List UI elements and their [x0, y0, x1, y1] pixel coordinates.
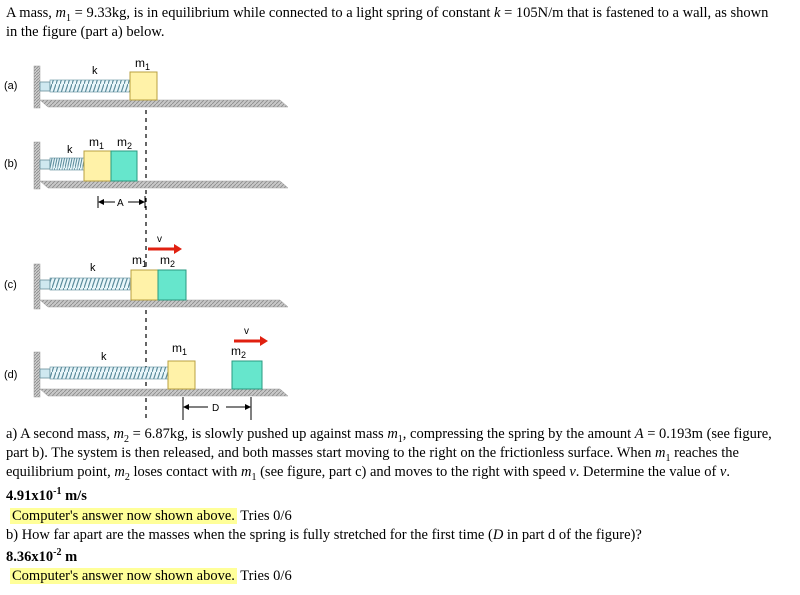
panel-label-d: (d) — [4, 369, 18, 381]
intro-line-2: in the figure (part a) below. — [6, 24, 165, 40]
spring-d — [50, 367, 168, 379]
panel-label-c: (c) — [4, 279, 17, 291]
spring-label-b: k — [67, 144, 73, 156]
part-b-question: b) How far apart are the masses when the spring is fully stretched for the first time (D in part d of the figure)? — [6, 527, 642, 543]
part-a-status-highlight: Computer's answer now shown above. — [12, 508, 235, 524]
velocity-label-c: v — [157, 234, 162, 245]
panel-d — [4, 326, 288, 420]
panel-label-a: (a) — [4, 80, 18, 92]
mass1-d — [168, 361, 195, 389]
mass1-label-c: $m_1$ — [132, 253, 148, 269]
mass1-label-a: $m_1$ — [135, 56, 151, 72]
spring-label-c: k — [90, 262, 96, 274]
velocity-arrow-d — [260, 336, 268, 346]
spring-a — [50, 80, 130, 92]
mass2-label-b: $m_2$ — [117, 135, 133, 151]
part-a-line-3: equilibrium point, $m_2$ loses contact with $m_1$ (see figure, part c) and moves to the right with speed v. Determine the value of v. — [6, 464, 730, 483]
panel-b — [4, 135, 288, 209]
mass2-label-d: $m_2$ — [231, 344, 247, 360]
velocity-arrow-c — [174, 244, 182, 254]
intro-line-1: A mass, $m_1 = 9.33kg$, is in equilibrium while connected to a light spring of constant k = 105N/m that is fastened to a wall, as shown — [6, 5, 769, 24]
mass2-c — [158, 270, 186, 300]
mass1-b — [84, 151, 111, 181]
part-b-status-highlight: Computer's answer now shown above. — [12, 568, 235, 584]
panel-label-b: (b) — [4, 158, 18, 170]
spring-label-a: k — [92, 65, 98, 77]
mass1-label-b: $m_1$ — [89, 135, 105, 151]
part-a-line-1: a) A second mass, $m_2 = 6.87kg$, is slowly pushed up against mass $m_1$, compressing the spring by the amount A = 0.193m (see figure, — [6, 426, 772, 445]
part-a-status: Computer's answer now shown above. Tries 0/6 — [12, 508, 292, 524]
mass2-b — [111, 151, 137, 181]
mass2-d — [232, 361, 262, 389]
part-b-status: Computer's answer now shown above. Tries 0/6 — [12, 568, 292, 584]
part-a-line-2: part b). The system is then released, and both masses start moving to the right on the frictionless surface. When $m_1$ reaches the — [6, 445, 739, 464]
spring-c — [50, 278, 130, 290]
mass1-c — [131, 270, 158, 300]
panel-c — [4, 234, 288, 309]
spring-label-d: k — [101, 351, 107, 363]
mass1-a — [130, 72, 157, 100]
part-b-answer: $8.36x10^{-2}$ m — [6, 547, 78, 565]
mass2-label-c: $m_2$ — [160, 253, 176, 269]
spring-b — [50, 158, 84, 170]
panel-a — [4, 56, 288, 108]
mass1-label-d: $m_1$ — [172, 341, 188, 357]
amplitude-label: A — [117, 198, 124, 209]
part-a-answer: $4.91x10^{-1}$ m/s — [6, 486, 87, 504]
distance-label: D — [212, 403, 220, 414]
velocity-label-d: v — [244, 326, 249, 337]
